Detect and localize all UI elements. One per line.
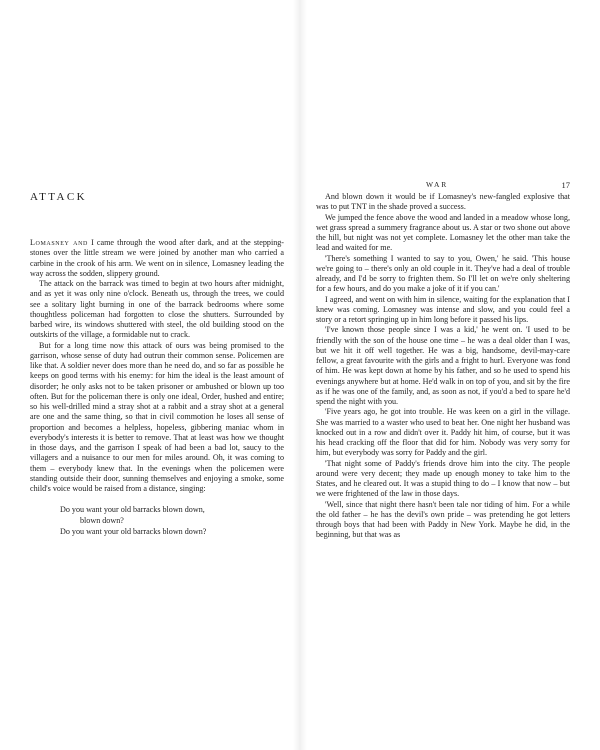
left-paragraph-1: The attack on the barrack was timed to begin at two hours after midnight, and as yet it was only nine o'clock. Beneath us, through the trees, we could see a solitary light burning in one of the barrack bedrooms where some thoughtless policeman had forgotten to close the shutters. Surrounded by barbed wire, its windows shuttered with steel, the old building stood on the outskirts of the village, a formidable nut to crack. [30,279,284,340]
right-paragraph-8: 'Well, since that night there hasn't been tale nor tiding of him. For a while the old father – he has the devil's own pride – was pretending he got letters through boys that had been with Paddy in New York. Maybe he did, in the beginning, but that was as [316,499,570,540]
right-paragraph-3: 'There's something I wanted to say to you, Owen,' he said. 'This house we're going to – there's only an old couple in it. They've had a deal of trouble already, and I'd be sorry to frighten them. So I'll let on we're only sheltering for a few hours, and do you make a joke of it if you can.' [316,253,570,294]
right-paragraph-5: 'I've known those people since I was a kid,' he went on. 'I used to be friendly with the son of the house one time – he was a deal older than I was, but we hit it off well together. He was a big, handsome, devil-may-care fellow, a great favourite with the girls and a fright to hurl. Everyone was fond of him. He was kept down at home by his father, and so he used to spend his evenings anywhere but at home. He'd walk in on top of you, and sit by the fire as if he was one of the family, and, as soon as not, if you'd a bed to spare he'd spend the night with you. [316,325,570,406]
right-paragraph-2: We jumped the fence above the wood and landed in a meadow whose long, wet grass spread a summery fragrance about us. A star or two shone out above the hill, but night was not yet complete. Lomasney let the other man take the lead and waited for me. [316,212,570,253]
song-line-2: blown down? [80,516,124,526]
opening-paragraph [30,238,284,279]
running-head-title: WAR [426,180,449,189]
right-paragraph-4: I agreed, and went on with him in silence, waiting for the explanation that I knew was coming. Lomasney was intense and slow, and you could feel a story or a retort springing up in him long before it passed his lips. [316,294,570,324]
song-line-1: Do you want your old barracks blown down, [60,505,205,515]
right-body-text [316,192,570,541]
opening-smallcaps: Lomasney and [30,238,88,247]
left-body-text [30,238,284,537]
song-line-3: Do you want your old barracks blown down? [60,527,207,537]
running-head [316,180,570,192]
opening-rest: I came through the wood after dark, and at the stepping-stones over the little stream we were joined by another man who carried a carbine in the crook of his arm. We went on in silence, Lomasney leading the way across the sodden, slippery ground. [30,238,284,278]
right-paragraph-1: And blown down it would be if Lomasney's new-fangled explosive that was to put TNT in the shade proved a success. [316,192,570,212]
right-paragraph-6: 'Five years ago, he got into trouble. He was keen on a girl in the village. She was married to a waster who used to beat her. One night her husband was knocked out in a row and didn't over it. Paddy hit him, of course, but it was his head cracking off the floor that did for him. Nobody was very sorry for him, but everybody was sorry for Paddy and the girl. [316,407,570,458]
chapter-title: ATTACK [30,191,87,203]
right-paragraph-7: 'That night some of Paddy's friends drove him into the city. The people around were very decent; they made up enough money to take him to the States, and he cleared out. It was a stupid thing to do – I know that now – but we were frightened of the law in those days. [316,458,570,499]
song-verse [30,504,284,537]
page-number: 17 [561,180,570,190]
left-paragraph-2: But for a long time now this attack of ours was being promised to the garrison, whose sense of duty had outrun their common sense. Policemen are like that. A soldier never does more than he need do, and so far as possible he keeps on good terms with his enemy: for him the ideal is the least amount of disorder; he only asks not to be taken prisoner or ambushed or blown up too often. But for the policeman there is only one ideal, Order, hushed and entire; so his well-drilled mind a stray shot at a rabbit and a stray shot at a general are one and the same thing, so that in civil commotion he loses all sense of proportion and becomes a helpless, hopeless, gibbering maniac whom in everybody's interests it is better to remove. That at least was how we thought in those days, and the garrison I speak of had been a bad lot, saucy to the villagers and a nuisance to our men for miles around. Oh, it was coming to them – everybody knew that. In the evenings when the policemen were standing outside their door, sunning themselves and enjoying a smoke, some child's voice would be raised from a distance, singing: [30,340,284,493]
